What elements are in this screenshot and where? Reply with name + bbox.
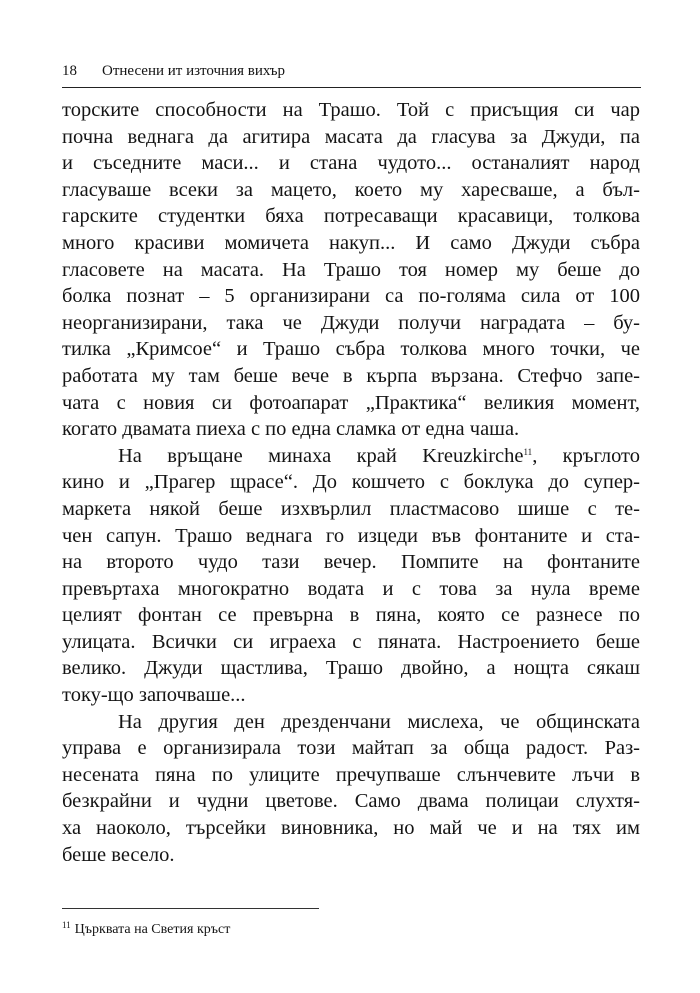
text-line: торските способности на Трашо. Той с присъщия си чар <box>62 99 640 121</box>
text-line: почна веднага да агитира масата да гласува за Джуди, па <box>62 125 640 148</box>
header-rule <box>62 87 641 88</box>
paragraph-1 <box>62 97 640 443</box>
text-line: току-що започваше... <box>62 684 246 707</box>
text-line: управа е организирала този майтап за обща радост. Раз- <box>62 737 640 760</box>
line-text: На връщане минаха край Kreuzkirche <box>118 444 524 467</box>
text-line: неорганизирани, така че Джуди получи наградата – бу- <box>62 311 640 334</box>
page-number: 18 <box>62 63 77 79</box>
running-header <box>62 62 640 84</box>
text-line: много красиви момичета накуп... И само Джуди събра <box>62 231 640 254</box>
footnote-ref[interactable]: 11 <box>523 446 533 457</box>
text-line: беше весело. <box>62 843 175 866</box>
text-line: ха наоколо, търсейки виновника, но май че и на тях им <box>62 817 640 840</box>
text-line: и съседните маси... и стана чудото... останалият народ <box>62 152 640 175</box>
text-line <box>62 443 640 470</box>
text-line: когато двамата пиеха с по една сламка от една чаша. <box>62 418 520 441</box>
text-line: безкрайни и чудни цветове. Само двама полицаи слухтя- <box>62 790 640 813</box>
text-line: улицата. Всички си играеха с пяната. Настроението беше <box>62 630 640 653</box>
text-line: несената пяна по улиците пречупваше слънчевите лъчи в <box>62 763 640 786</box>
text-line: гласуваше всеки за мацето, което му харесваше, а бъл- <box>62 178 640 201</box>
paragraph-3 <box>62 709 640 869</box>
text-line: работата му там беше вече в кърпа вързана. Стефчо запе- <box>62 364 640 387</box>
text-line: на второто чудо тази вечер. Помпите на фонтаните <box>62 551 640 574</box>
running-title: Отнесени ит източния вихър <box>102 63 286 79</box>
footnote-text: Църквата на Светия кръст <box>74 922 231 937</box>
body-text <box>62 97 640 868</box>
text-line: велико. Джуди щастлива, Трашо двойно, а нощта сякаш <box>62 657 640 680</box>
text-line: чен сапун. Трашо веднага го изцеди във фонтаните и ста- <box>62 524 640 547</box>
text-line: болка познат – 5 организирани са по-голяма сила от 100 <box>62 285 640 308</box>
line-text: , кръглото <box>532 444 641 467</box>
text-line: гласовете на масата. На Трашо тоя номер му беше до <box>62 258 640 281</box>
text-line: На другия ден дрезденчани мислеха, че общинската <box>118 710 640 733</box>
text-line: маркета някой беше изхвърлил пластмасово шише с те- <box>62 497 640 520</box>
paragraph-2 <box>62 443 640 709</box>
text-line: целият фонтан се превърна в пяна, която се разнесе по <box>62 604 640 627</box>
text-line: превъртаха многократно водата и с това за нула време <box>62 577 640 600</box>
footnote <box>62 916 230 939</box>
text-line: гарските студентки бяха потресаващи красавици, толкова <box>62 205 640 228</box>
text-line: кино и „Прагер щрасе“. До кошчето с боклука до супер- <box>62 471 640 494</box>
footnote-number: 11 <box>62 920 71 930</box>
footnote-rule <box>62 908 319 909</box>
text-line: тилка „Кримсое“ и Трашо събра толкова много точки, че <box>62 338 640 361</box>
text-line: чата с новия си фотоапарат „Практика“ великия момент, <box>62 391 640 414</box>
